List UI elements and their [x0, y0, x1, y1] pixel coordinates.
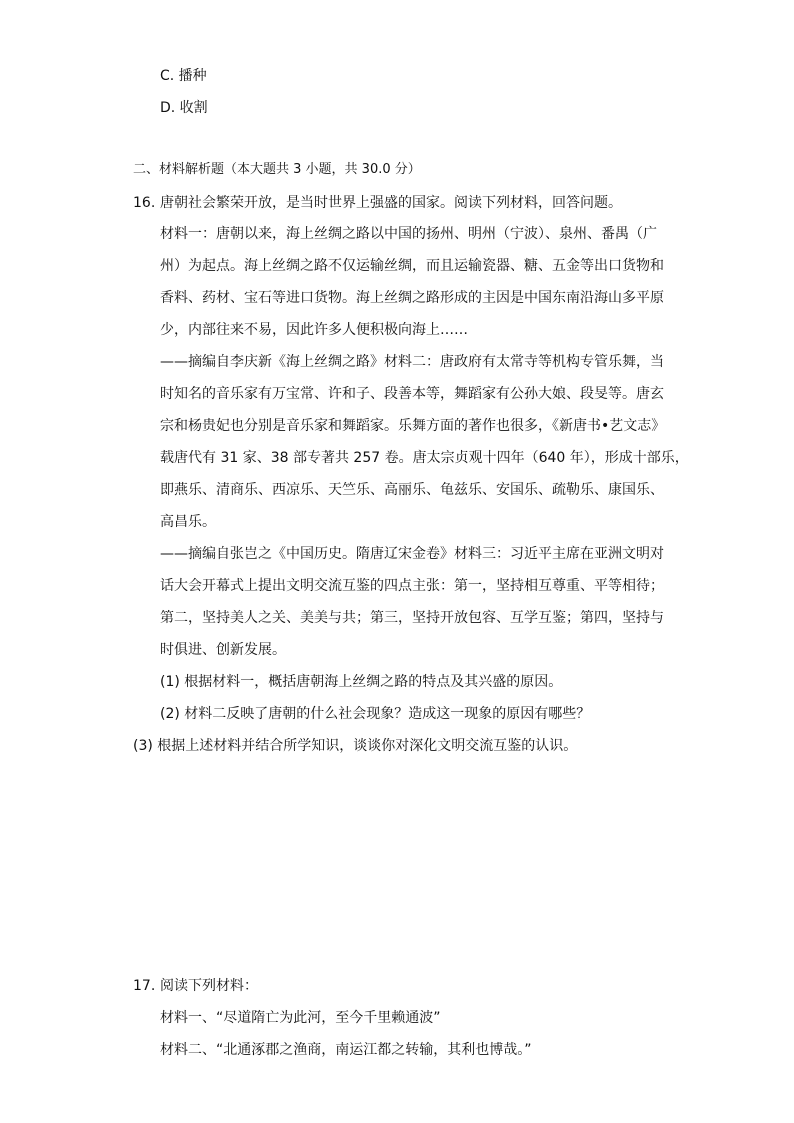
q16-material-line: 时俱进、创新发展。	[160, 642, 286, 658]
q16-material-line: 香料、药材、宝石等进口货物。海上丝绸之路形成的主因是中国东南沿海山多平原	[160, 290, 664, 306]
q16-material-line: 州）为起点。海上丝绸之路不仅运输丝绸，而且运输瓷器、糖、五金等出口货物和	[160, 258, 664, 274]
q16-material-line: ——摘编自张岂之《中国历史。隋唐辽宋金卷》材料三：习近平主席在亚洲文明对	[160, 546, 664, 562]
q16-material-line: ——摘编自李庆新《海上丝绸之路》材料二：唐政府有太常寺等机构专管乐舞，当	[160, 354, 664, 370]
question-16-stem: 唐朝社会繁荣开放，是当时世界上强盛的国家。阅读下列材料，回答问题。	[160, 195, 622, 211]
option-c: C. 播种	[160, 68, 207, 84]
q16-material-line: 载唐代有 31 家、38 部专著共 257 卷。唐太宗贞观十四年（640 年），形成十部乐，	[160, 450, 689, 466]
q16-material-line: 宗和杨贵妃也分别是音乐家和舞蹈家。乐舞方面的著作也很多，《新唐书•艺文志》	[160, 418, 666, 434]
q16-material-line: 材料一：唐朝以来，海上丝绸之路以中国的扬州、明州（宁波）、泉州、番禺（广	[160, 226, 657, 242]
q16-material-line: 第二，坚持美人之关、美美与共；第三，坚持开放包容、互学互鉴；第四，坚持与	[160, 610, 664, 626]
question-17-number: 17.	[133, 978, 156, 994]
option-d: D. 收割	[160, 100, 208, 116]
question-16-number: 16.	[133, 195, 156, 211]
q16-material-line: 即燕乐、清商乐、西凉乐、天竺乐、高丽乐、龟兹乐、安国乐、疏勒乐、康国乐、	[160, 482, 664, 498]
q16-material-line: 高昌乐。	[160, 514, 216, 530]
q16-subquestion-1: (1) 根据材料一，概括唐朝海上丝绸之路的特点及其兴盛的原因。	[160, 674, 563, 690]
q16-material-line: 时知名的音乐家有万宝常、许和子、段善本等，舞蹈家有公孙大娘、段旻等。唐玄	[160, 386, 664, 402]
q16-subquestion-2: (2) 材料二反映了唐朝的什么社会现象？造成这一现象的原因有哪些？	[160, 706, 591, 722]
section-header: 二、材料解析题（本大题共 3 小题，共 30.0 分）	[133, 162, 421, 177]
q16-material-line: 少，内部往来不易，因此许多人便积极向海上……	[160, 322, 468, 338]
q16-subquestion-3: (3) 根据上述材料并结合所学知识，谈谈你对深化文明交流互鉴的认识。	[133, 738, 578, 754]
q17-material-line: 材料一、“尽道隋亡为此河，至今千里赖通波”	[160, 1010, 441, 1026]
q17-material-line: 材料二、“北通涿郡之渔商，南运江都之转输，其利也博哉。”	[160, 1042, 532, 1058]
question-17-stem: 阅读下列材料：	[160, 978, 258, 994]
q16-material-line: 话大会开幕式上提出文明交流互鉴的四点主张：第一，坚持相互尊重、平等相待；	[160, 578, 664, 594]
